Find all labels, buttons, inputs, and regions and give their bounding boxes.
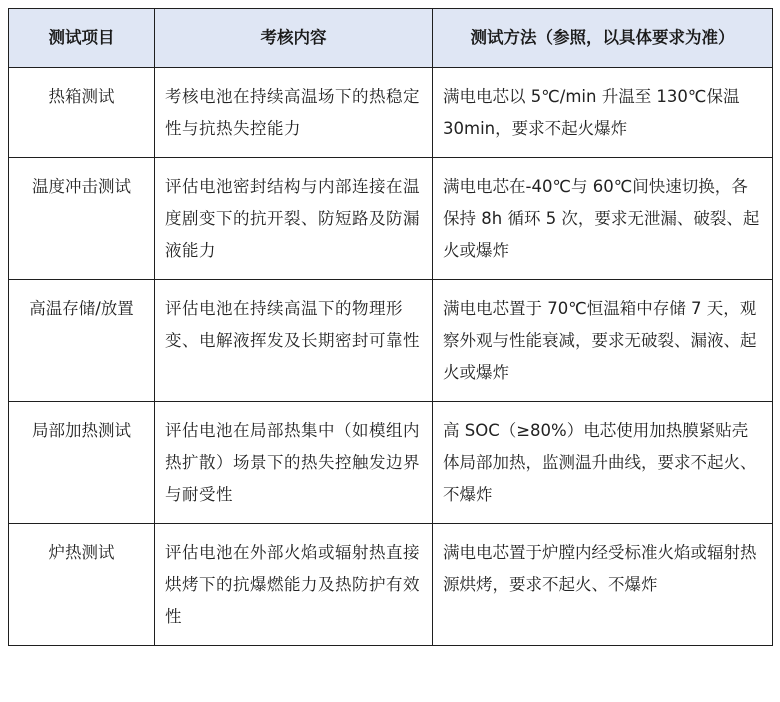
test-item-cell: 局部加热测试 — [9, 402, 155, 524]
header-row — [9, 9, 773, 68]
test-method-table — [8, 8, 773, 646]
test-method-cell: 满电电芯置于 70℃恒温箱中存储 7 天，观察外观与性能衰减，要求无破裂、漏液、起火或爆炸 — [433, 280, 773, 402]
test-method-cell: 满电电芯以 5℃/min 升温至 130℃保温 30min，要求不起火爆炸 — [433, 68, 773, 158]
test-item-cell: 热箱测试 — [9, 68, 155, 158]
test-item-cell: 炉热测试 — [9, 524, 155, 646]
table-body — [9, 68, 773, 646]
header-test-method: 测试方法（参照，以具体要求为准） — [433, 9, 773, 68]
assessment-content-cell: 评估电池在外部火焰或辐射热直接烘烤下的抗爆燃能力及热防护有效性 — [155, 524, 433, 646]
assessment-content-cell: 考核电池在持续高温场下的热稳定性与抗热失控能力 — [155, 68, 433, 158]
header-assessment-content: 考核内容 — [155, 9, 433, 68]
assessment-content-cell: 评估电池密封结构与内部连接在温度剧变下的抗开裂、防短路及防漏液能力 — [155, 158, 433, 280]
test-item-cell: 温度冲击测试 — [9, 158, 155, 280]
test-item-cell: 高温存储/放置 — [9, 280, 155, 402]
test-method-cell: 高 SOC（≥80%）电芯使用加热膜紧贴壳体局部加热，监测温升曲线，要求不起火、不爆炸 — [433, 402, 773, 524]
table-header — [9, 9, 773, 68]
test-method-cell: 满电电芯置于炉膛内经受标准火焰或辐射热源烘烤，要求不起火、不爆炸 — [433, 524, 773, 646]
assessment-content-cell: 评估电池在持续高温下的物理形变、电解液挥发及长期密封可靠性 — [155, 280, 433, 402]
table-row — [9, 524, 773, 646]
table-row — [9, 280, 773, 402]
table-row — [9, 68, 773, 158]
assessment-content-cell: 评估电池在局部热集中（如模组内热扩散）场景下的热失控触发边界与耐受性 — [155, 402, 433, 524]
table-row — [9, 158, 773, 280]
header-test-item: 测试项目 — [9, 9, 155, 68]
test-method-cell: 满电电芯在-40℃与 60℃间快速切换，各保持 8h 循环 5 次，要求无泄漏、破裂、起火或爆炸 — [433, 158, 773, 280]
table-row — [9, 402, 773, 524]
